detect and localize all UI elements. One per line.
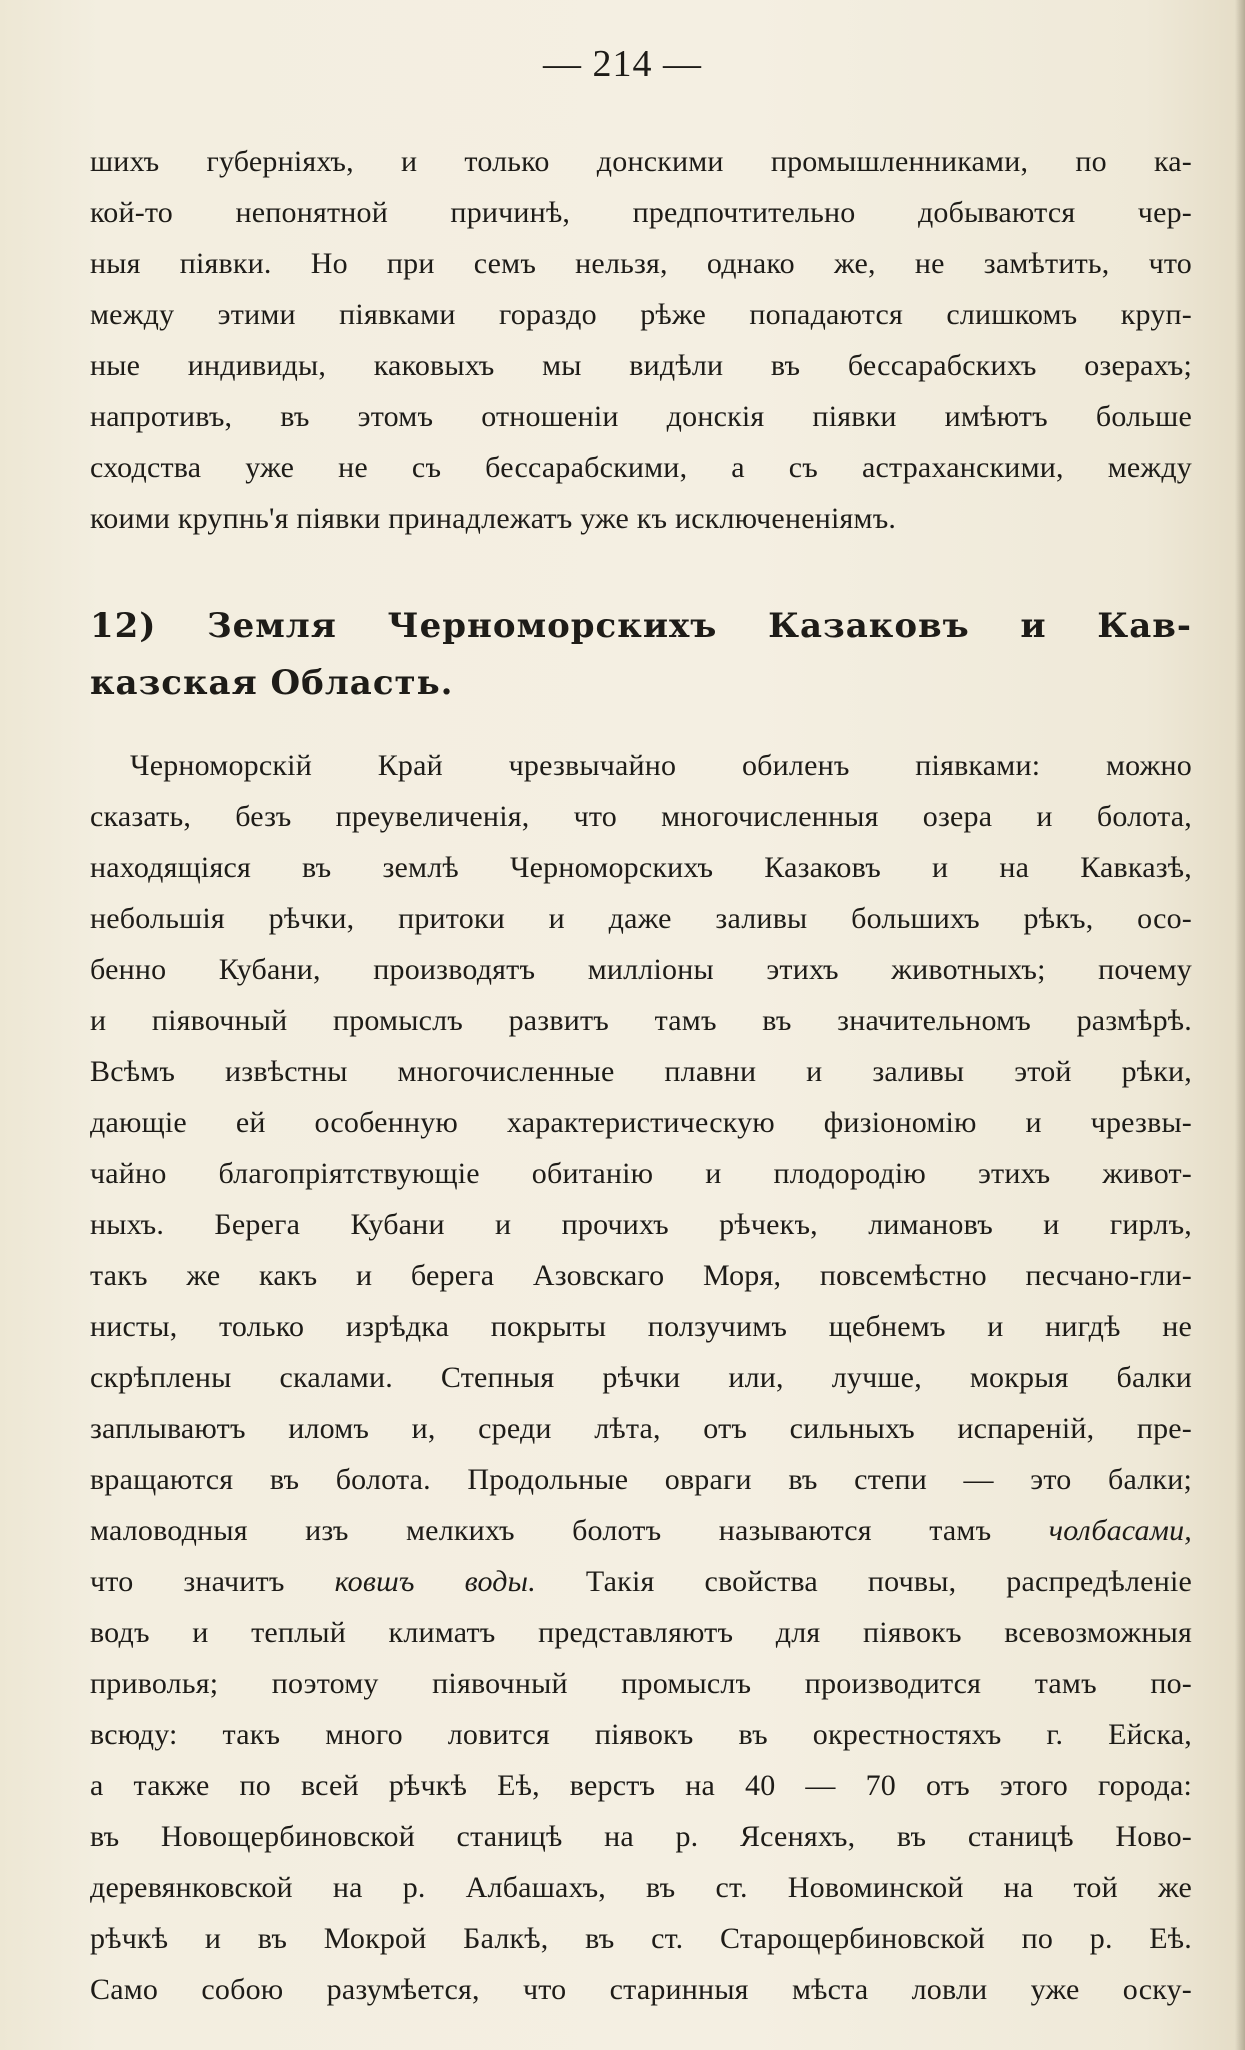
text-line: [90, 1505, 1192, 1556]
text-line: заплываютъ иломъ и, среди лѣта, отъ сильныхъ испареній, пре-: [90, 1412, 1192, 1445]
text-line: приволья; поэтому піявочный промыслъ производится тамъ по-: [90, 1667, 1192, 1700]
page-number: — 214 —: [543, 43, 702, 85]
text-line: коими крупнь'я піявки принадлежатъ уже къ исключененіямъ.: [90, 502, 897, 535]
section-heading-line: 12) Земля Черноморскихъ Казаковъ и Кав-: [90, 606, 1192, 646]
text-line: ныя піявки. Но при семъ нельзя, однако же, не замѣтить, что: [90, 247, 1192, 280]
text-line: Черноморскій Край чрезвычайно обиленъ піявками: можно: [130, 749, 1192, 782]
text-line: Всѣмъ извѣстны многочисленные плавни и заливы этой рѣки,: [90, 1055, 1192, 1088]
text-line: деревянковской на р. Албашахъ, въ ст. Новоминской на той же: [90, 1871, 1192, 1904]
text-line: кой-то непонятной причинѣ, предпочтительно добываются чер-: [90, 196, 1192, 229]
text-segment: Такія свойства почвы, распредѣленіе: [585, 1565, 1192, 1598]
text-line: скрѣплены скалами. Степныя рѣчки или, лучше, мокрыя балки: [90, 1361, 1192, 1394]
italic-term: чолбасами,: [1048, 1514, 1192, 1547]
section-heading-line: казская Область.: [90, 663, 454, 703]
text-line: небольшія рѣчки, притоки и даже заливы большихъ рѣкъ, осо-: [90, 902, 1192, 935]
paragraph-body: [90, 740, 1192, 2015]
italic-term: ковшъ воды.: [334, 1565, 536, 1598]
text-line: чайно благопріятствующіе обитанію и плодородію этихъ живот-: [90, 1157, 1192, 1190]
page-edge-shadow: [1235, 0, 1245, 2050]
section-heading: [90, 598, 1192, 712]
text-line: а также по всей рѣчкѣ Еѣ, верстъ на 40 — 70 отъ этого города:: [90, 1769, 1192, 1802]
text-line: шихъ губерніяхъ, и только донскими промышленниками, по ка-: [90, 145, 1192, 178]
text-line: ные индивиды, каковыхъ мы видѣли въ бессарабскихъ озерахъ;: [90, 349, 1192, 382]
text-line: въ Новощербиновской станицѣ на р. Ясеняхъ, въ станицѣ Ново-: [90, 1820, 1192, 1853]
text-line: [90, 1556, 1192, 1607]
text-segment: маловодныя изъ мелкихъ болотъ называются тамъ: [90, 1514, 992, 1547]
text-line: дающіе ей особенную характеристическую физіономію и чрезвы-: [90, 1106, 1192, 1139]
text-line: бенно Кубани, производятъ милліоны этихъ животныхъ; почему: [90, 953, 1192, 986]
text-line: находящіяся въ землѣ Черноморскихъ Казаковъ и на Кавказѣ,: [90, 851, 1192, 884]
text-line: рѣчкѣ и въ Мокрой Балкѣ, въ ст. Старощербиновской по р. Еѣ.: [90, 1922, 1192, 1955]
text-line: всюду: такъ много ловится піявокъ въ окрестностяхъ г. Ейска,: [90, 1718, 1192, 1751]
text-line: вращаются въ болота. Продольные овраги въ степи — это балки;: [90, 1463, 1192, 1496]
text-line: между этими піявками гораздо рѣже попадаются слишкомъ круп-: [90, 298, 1192, 331]
text-line: ныхъ. Берега Кубани и прочихъ рѣчекъ, лимановъ и гирлъ,: [90, 1208, 1192, 1241]
text-line: сходства уже не съ бессарабскими, а съ астраханскими, между: [90, 451, 1192, 484]
text-segment: что значитъ: [90, 1565, 285, 1598]
text-line: водъ и теплый климатъ представляютъ для піявокъ всевозможныя: [90, 1616, 1192, 1649]
text-line: напротивъ, въ этомъ отношеніи донскія піявки имѣютъ больше: [90, 400, 1192, 433]
text-line: нисты, только изрѣдка покрыты ползучимъ щебнемъ и нигдѣ не: [90, 1310, 1192, 1343]
text-line: Само собою разумѣется, что старинныя мѣста ловли уже оску-: [90, 1973, 1192, 2006]
paragraph-continuation: [90, 136, 1192, 544]
text-line: такъ же какъ и берега Азовскаго Моря, повсемѣстно песчано-гли-: [90, 1259, 1192, 1292]
text-line: и піявочный промыслъ развитъ тамъ въ значительномъ размѣрѣ.: [90, 1004, 1192, 1037]
text-line: сказать, безъ преувеличенія, что многочисленныя озера и болота,: [90, 800, 1192, 833]
